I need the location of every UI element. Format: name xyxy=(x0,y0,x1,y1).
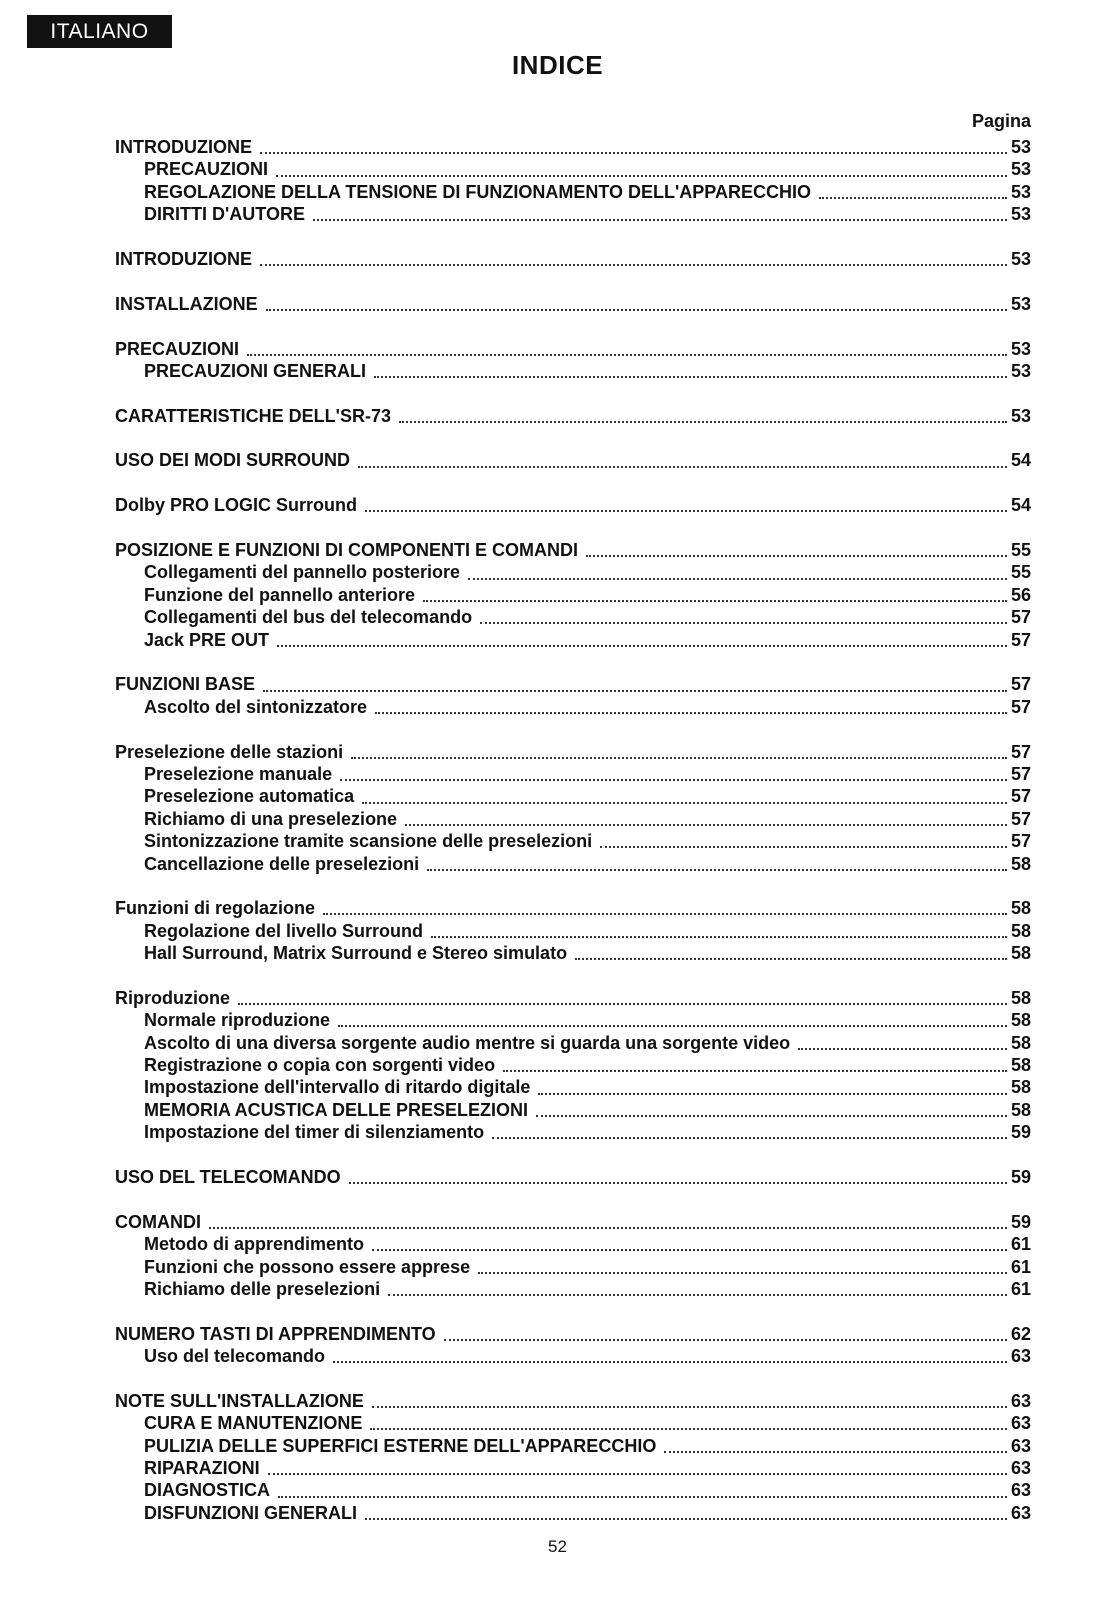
toc-page-number: 63 xyxy=(1010,1480,1031,1501)
toc-entry[interactable] xyxy=(115,987,1031,1009)
toc-page-number: 58 xyxy=(1010,920,1031,941)
dot-leader xyxy=(266,309,1007,311)
toc-subentry[interactable] xyxy=(115,1233,1031,1255)
toc-entry-title: POSIZIONE E FUNZIONI DI COMPONENTI E COMANDI xyxy=(115,540,579,561)
toc-entry-title: PRECAUZIONI xyxy=(144,159,269,180)
toc-page-number: 53 xyxy=(1010,360,1031,381)
toc-page-number: 56 xyxy=(1010,584,1031,605)
toc-page-number: 62 xyxy=(1010,1323,1031,1344)
toc-page-number: 58 xyxy=(1010,1077,1031,1098)
dot-leader xyxy=(370,1428,1007,1430)
toc-page-number: 58 xyxy=(1010,1055,1031,1076)
language-tag: ITALIANO xyxy=(27,15,172,48)
dot-leader xyxy=(399,421,1007,423)
toc-section xyxy=(115,987,1031,1144)
toc-page-number: 54 xyxy=(1010,450,1031,471)
toc-entry-title: CARATTERISTICHE DELL'SR-73 xyxy=(115,405,391,426)
toc-page-number: 53 xyxy=(1010,293,1031,314)
toc-entry[interactable] xyxy=(115,741,1031,763)
toc-page-number: 58 xyxy=(1010,1099,1031,1120)
dot-leader xyxy=(423,600,1007,602)
toc-page-number: 57 xyxy=(1010,674,1031,695)
toc-section xyxy=(115,293,1031,315)
dot-leader xyxy=(268,1473,1007,1475)
dot-leader xyxy=(538,1093,1007,1095)
toc-entry-title: Funzioni di regolazione xyxy=(115,898,315,919)
dot-leader xyxy=(333,1361,1007,1363)
toc-entry-title: Funzioni che possono essere apprese xyxy=(144,1256,471,1277)
dot-leader xyxy=(238,1003,1007,1005)
dot-leader xyxy=(277,645,1007,647)
page-title: INDICE xyxy=(511,50,604,80)
toc-subentry[interactable] xyxy=(115,1121,1031,1143)
toc-subentry[interactable] xyxy=(115,942,1031,964)
dot-leader xyxy=(349,1182,1007,1184)
dot-leader xyxy=(313,219,1007,221)
toc-subentry[interactable] xyxy=(115,561,1031,583)
dot-leader xyxy=(388,1294,1007,1296)
toc-entry-title: Funzione del pannello anteriore xyxy=(144,584,416,605)
toc-entry[interactable] xyxy=(115,673,1031,695)
toc-entry-title: Richiamo delle preselezioni xyxy=(144,1278,381,1299)
toc-subentry[interactable] xyxy=(115,1099,1031,1121)
toc-entry[interactable] xyxy=(115,338,1031,360)
toc-page-number: 53 xyxy=(1010,405,1031,426)
toc-page-number: 57 xyxy=(1010,763,1031,784)
toc-entry-title: Dolby PRO LOGIC Surround xyxy=(115,495,357,516)
page-number: 52 xyxy=(548,1537,567,1556)
toc-subentry[interactable] xyxy=(115,629,1031,651)
toc-entry-title: DIAGNOSTICA xyxy=(144,1480,270,1501)
toc-section xyxy=(115,1390,1031,1524)
toc-entry-title: DIRITTI D'AUTORE xyxy=(144,204,305,225)
dot-leader xyxy=(664,1451,1007,1453)
toc-entry-title: Collegamenti del pannello posteriore xyxy=(144,562,461,583)
toc-subentry[interactable] xyxy=(115,853,1031,875)
toc-page-number: 57 xyxy=(1010,629,1031,650)
toc-entry[interactable] xyxy=(115,539,1031,561)
dot-leader xyxy=(600,846,1007,848)
toc-page-number: 55 xyxy=(1010,562,1031,583)
toc-section xyxy=(115,136,1031,226)
toc-subentry[interactable] xyxy=(115,360,1031,382)
toc-entry[interactable] xyxy=(115,1390,1031,1412)
toc-entry-title: Cancellazione delle preselezioni xyxy=(144,853,420,874)
dot-leader xyxy=(247,354,1007,356)
toc-entry-title: Riproduzione xyxy=(115,987,230,1008)
toc-entry-title: REGOLAZIONE DELLA TENSIONE DI FUNZIONAMENTO DELL'APPARECCHIO xyxy=(144,181,811,202)
dot-leader xyxy=(372,1406,1007,1408)
toc-entry[interactable] xyxy=(115,248,1031,270)
dot-leader xyxy=(338,1025,1007,1027)
toc-subentry[interactable] xyxy=(115,1032,1031,1054)
toc-entry-title: RIPARAZIONI xyxy=(144,1458,260,1479)
page-column-header: Pagina xyxy=(971,111,1031,131)
toc-entry-title: Preselezione manuale xyxy=(144,763,333,784)
toc-subentry[interactable] xyxy=(115,1278,1031,1300)
toc-page-number: 61 xyxy=(1010,1278,1031,1299)
toc-section xyxy=(115,897,1031,964)
dot-leader xyxy=(536,1115,1007,1117)
toc-section xyxy=(115,741,1031,875)
toc-entry[interactable] xyxy=(115,1166,1031,1188)
toc-entry[interactable] xyxy=(115,293,1031,315)
toc-subentry[interactable] xyxy=(115,1502,1031,1524)
dot-leader xyxy=(492,1137,1007,1139)
dot-leader xyxy=(503,1070,1007,1072)
toc-section xyxy=(115,248,1031,270)
toc-entry-title: USO DEI MODI SURROUND xyxy=(115,450,351,471)
dot-leader xyxy=(374,376,1007,378)
toc-page-number: 61 xyxy=(1010,1256,1031,1277)
toc-entry-title: MEMORIA ACUSTICA DELLE PRESELEZIONI xyxy=(144,1099,529,1120)
toc-section xyxy=(115,1323,1031,1368)
dot-leader xyxy=(323,913,1007,915)
toc-entry-title: Registrazione o copia con sorgenti video xyxy=(144,1055,496,1076)
toc-subentry[interactable] xyxy=(115,1345,1031,1367)
toc-entry-title: Collegamenti del bus del telecomando xyxy=(144,607,473,628)
toc-page-number: 63 xyxy=(1010,1413,1031,1434)
toc-subentry[interactable] xyxy=(115,1479,1031,1501)
toc-section xyxy=(115,338,1031,383)
toc-entry[interactable] xyxy=(115,449,1031,471)
toc-page-number: 58 xyxy=(1010,1032,1031,1053)
toc-subentry[interactable] xyxy=(115,1054,1031,1076)
dot-leader xyxy=(375,712,1007,714)
dot-leader xyxy=(365,510,1007,512)
dot-leader xyxy=(431,936,1007,938)
toc-entry-title: NUMERO TASTI DI APPRENDIMENTO xyxy=(115,1323,436,1344)
toc-subentry[interactable] xyxy=(115,1009,1031,1031)
toc-subentry[interactable] xyxy=(115,606,1031,628)
dot-leader xyxy=(209,1227,1007,1229)
dot-leader xyxy=(358,466,1007,468)
toc-page-number: 58 xyxy=(1010,943,1031,964)
toc-page-number: 53 xyxy=(1010,159,1031,180)
toc-subentry[interactable] xyxy=(115,158,1031,180)
toc-page-number: 63 xyxy=(1010,1346,1031,1367)
toc-page-number: 57 xyxy=(1010,786,1031,807)
toc-subentry[interactable] xyxy=(115,830,1031,852)
toc-page-number: 57 xyxy=(1010,831,1031,852)
toc-page-number: 63 xyxy=(1010,1435,1031,1456)
toc-entry-title: PRECAUZIONI GENERALI xyxy=(144,360,367,381)
toc-subentry[interactable] xyxy=(115,203,1031,225)
toc-entry-title: Normale riproduzione xyxy=(144,1010,331,1031)
toc-page-number: 57 xyxy=(1010,808,1031,829)
toc-subentry[interactable] xyxy=(115,1435,1031,1457)
toc-page-number: 59 xyxy=(1010,1211,1031,1232)
toc-entry-title: Preselezione delle stazioni xyxy=(115,741,344,762)
toc-section xyxy=(115,1166,1031,1188)
toc-subentry[interactable] xyxy=(115,763,1031,785)
toc-page-number: 57 xyxy=(1010,607,1031,628)
toc-entry-title: Jack PRE OUT xyxy=(144,629,270,650)
toc-entry[interactable] xyxy=(115,136,1031,158)
dot-leader xyxy=(468,578,1007,580)
dot-leader xyxy=(405,824,1007,826)
dot-leader xyxy=(263,690,1007,692)
dot-leader xyxy=(819,197,1007,199)
toc-page-number: 58 xyxy=(1010,898,1031,919)
toc-subentry[interactable] xyxy=(115,584,1031,606)
dot-leader xyxy=(478,1272,1007,1274)
toc-subentry[interactable] xyxy=(115,1412,1031,1434)
toc-page-number: 53 xyxy=(1010,338,1031,359)
toc-entry-title: COMANDI xyxy=(115,1211,201,1232)
toc-subentry[interactable] xyxy=(115,920,1031,942)
toc-page-number: 63 xyxy=(1010,1458,1031,1479)
dot-leader xyxy=(260,264,1007,266)
toc-entry[interactable] xyxy=(115,897,1031,919)
dot-leader xyxy=(351,757,1007,759)
toc-entry-title: PULIZIA DELLE SUPERFICI ESTERNE DELL'APPARECCHIO xyxy=(144,1435,657,1456)
toc-entry-title: NOTE SULL'INSTALLAZIONE xyxy=(115,1390,364,1411)
toc-entry-title: Regolazione del livello Surround xyxy=(144,920,424,941)
toc-section xyxy=(115,449,1031,471)
toc-entry-title: Ascolto di una diversa sorgente audio mentre si guarda una sorgente video xyxy=(144,1032,791,1053)
toc-entry[interactable] xyxy=(115,1211,1031,1233)
toc-section xyxy=(115,673,1031,718)
toc-entry-title: Impostazione dell'intervallo di ritardo digitale xyxy=(144,1077,531,1098)
toc-subentry[interactable] xyxy=(115,808,1031,830)
dot-leader xyxy=(372,1249,1007,1251)
toc-page-number: 58 xyxy=(1010,987,1031,1008)
toc-page-number: 58 xyxy=(1010,853,1031,874)
toc-entry-title: Preselezione automatica xyxy=(144,786,355,807)
dot-leader xyxy=(798,1048,1007,1050)
toc-page-number: 53 xyxy=(1010,204,1031,225)
toc-entry-title: USO DEL TELECOMANDO xyxy=(115,1166,341,1187)
dot-leader xyxy=(480,622,1007,624)
dot-leader xyxy=(362,802,1007,804)
toc-entry-title: Uso del telecomando xyxy=(144,1346,326,1367)
toc-page-number: 53 xyxy=(1010,181,1031,202)
toc-subentry[interactable] xyxy=(115,785,1031,807)
toc-page-number: 58 xyxy=(1010,1010,1031,1031)
toc-page-number: 59 xyxy=(1010,1122,1031,1143)
toc-entry-title: INTRODUZIONE xyxy=(115,137,252,157)
toc-subentry[interactable] xyxy=(115,1256,1031,1278)
toc-section xyxy=(115,405,1031,427)
toc-entry-title: DISFUNZIONI GENERALI xyxy=(144,1502,358,1523)
table-of-contents xyxy=(115,136,1031,1547)
toc-entry-title: Impostazione del timer di silenziamento xyxy=(144,1122,485,1143)
toc-entry-title: PRECAUZIONI xyxy=(115,338,240,359)
toc-entry-title: Sintonizzazione tramite scansione delle preselezioni xyxy=(144,831,593,852)
toc-page-number: 55 xyxy=(1010,540,1031,561)
dot-leader xyxy=(575,958,1007,960)
toc-entry[interactable] xyxy=(115,494,1031,516)
toc-entry-title: INSTALLAZIONE xyxy=(115,293,258,314)
toc-subentry[interactable] xyxy=(115,696,1031,718)
dot-leader xyxy=(278,1496,1007,1498)
toc-entry-title: Ascolto del sintonizzatore xyxy=(144,696,368,717)
toc-section xyxy=(115,539,1031,651)
toc-page-number: 59 xyxy=(1010,1166,1031,1187)
toc-page-number: 53 xyxy=(1010,248,1031,269)
toc-entry-title: FUNZIONI BASE xyxy=(115,674,256,695)
toc-subentry[interactable] xyxy=(115,1457,1031,1479)
dot-leader xyxy=(427,869,1007,871)
toc-section xyxy=(115,494,1031,516)
toc-section xyxy=(115,1211,1031,1301)
toc-entry-title: INTRODUZIONE xyxy=(115,248,252,269)
dot-leader xyxy=(260,152,1007,154)
toc-entry[interactable] xyxy=(115,405,1031,427)
toc-entry-title: CURA E MANUTENZIONE xyxy=(144,1413,363,1434)
dot-leader xyxy=(586,555,1007,557)
toc-page-number: 63 xyxy=(1010,1390,1031,1411)
toc-entry-title: Richiamo di una preselezione xyxy=(144,808,398,829)
toc-page-number: 63 xyxy=(1010,1502,1031,1523)
toc-page-number: 54 xyxy=(1010,495,1031,516)
toc-page-number: 57 xyxy=(1010,741,1031,762)
toc-page-number: 61 xyxy=(1010,1234,1031,1255)
dot-leader xyxy=(340,779,1007,781)
toc-entry[interactable] xyxy=(115,1323,1031,1345)
toc-page-number: 57 xyxy=(1010,696,1031,717)
toc-entry-title: Hall Surround, Matrix Surround e Stereo simulato xyxy=(144,943,568,964)
toc-page-number: 53 xyxy=(1010,137,1031,157)
toc-entry-title: Metodo di apprendimento xyxy=(144,1234,364,1255)
dot-leader xyxy=(276,175,1007,177)
toc-subentry[interactable] xyxy=(115,181,1031,203)
dot-leader xyxy=(365,1518,1007,1520)
toc-subentry[interactable] xyxy=(115,1076,1031,1098)
dot-leader xyxy=(444,1339,1007,1341)
